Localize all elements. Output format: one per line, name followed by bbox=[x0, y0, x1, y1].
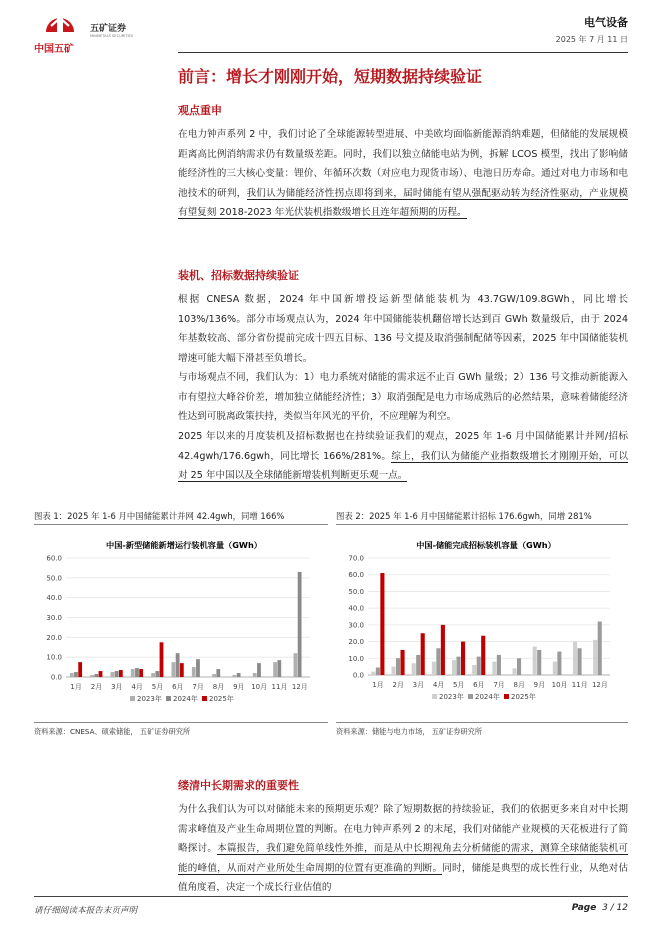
chart2-xtick-label: 8月 bbox=[513, 681, 525, 689]
chart1-bar bbox=[70, 673, 74, 677]
chart2-bar bbox=[481, 636, 485, 675]
chart1-xtick-label: 2月 bbox=[90, 683, 103, 691]
chart1-ytick-label: 0.0 bbox=[50, 673, 62, 682]
chart-2 bbox=[336, 530, 628, 710]
chart1-bar bbox=[135, 668, 139, 677]
chart2-bar bbox=[421, 633, 425, 675]
chart1-bar bbox=[99, 671, 103, 677]
chart1-xtick-label: 7月 bbox=[192, 683, 204, 691]
chart2-bar bbox=[380, 573, 384, 675]
chart2-legend-swatch bbox=[468, 694, 473, 699]
page-number bbox=[572, 903, 628, 913]
chart2-bar bbox=[371, 672, 375, 675]
chart1-ytick-label: 10.0 bbox=[46, 653, 62, 662]
header-divider bbox=[178, 52, 628, 53]
chart2-bar bbox=[457, 657, 461, 675]
chart2-xtick-label: 9月 bbox=[533, 681, 546, 689]
chart1-title: 中国-新型储能新增运行装机容量（GWh） bbox=[106, 540, 262, 550]
chart1-bar bbox=[139, 669, 143, 677]
chart1-bar bbox=[277, 660, 281, 677]
chart2-ytick-label: 20.0 bbox=[348, 638, 364, 647]
chart2-xtick-label: 3月 bbox=[412, 681, 425, 689]
chart2-title: 中国-储能完成招标装机容量（GWh） bbox=[416, 540, 556, 550]
chart1-bar bbox=[298, 572, 302, 677]
section3-paragraph bbox=[178, 800, 629, 893]
footer-divider bbox=[34, 896, 628, 897]
chart1-bar bbox=[237, 673, 241, 677]
logo-cn-text: 中国五矿 bbox=[34, 44, 74, 55]
chart1-bar bbox=[192, 667, 196, 677]
chart2-xtick-label: 4月 bbox=[432, 681, 445, 689]
chart2-ytick-label: 70.0 bbox=[348, 554, 364, 563]
chart2-bar bbox=[578, 648, 582, 675]
chart2-xtick-label: 6月 bbox=[473, 681, 485, 689]
chart1-ytick-label: 40.0 bbox=[46, 594, 62, 603]
report-date: 2025 年 7 月 11 日 bbox=[555, 35, 628, 44]
chart1-xtick-label: 3月 bbox=[111, 683, 123, 691]
chart2-legend-label: 2025年 bbox=[511, 693, 536, 701]
chart1-bar bbox=[119, 670, 123, 677]
chart1-legend-swatch bbox=[202, 696, 207, 701]
section3-underlined-text: 本篇报告，我们避免简单线性外推，而是从中长期视角去分析储能的需求，测算全球储能装机可能的峰值，从而对产业所处生命周期的位置有更准确的判断。 bbox=[178, 843, 629, 874]
section2-paragraph-2 bbox=[178, 368, 628, 427]
footer-disclaimer: 请仔细阅读本报告末页声明 bbox=[34, 906, 138, 916]
chart1-bar bbox=[78, 662, 82, 677]
chart1-xtick-label: 11月 bbox=[271, 683, 288, 691]
chart2-bar bbox=[492, 662, 496, 675]
chart2-bar bbox=[412, 663, 416, 675]
chart2-bar bbox=[553, 662, 557, 675]
chart2-bar bbox=[477, 657, 481, 675]
chart2-xtick-label: 1月 bbox=[372, 681, 384, 689]
section2-p3-text: 2025 年以来的月度装机及招标数据也在持续验证我们的观点，2025 年 1-6 月中国储能累计并网/招标 42.4gwh/176.6gwh，同比增长 166%/281%。 bbox=[178, 431, 628, 462]
chart2-bar bbox=[376, 667, 380, 675]
chart1-ytick-label: 20.0 bbox=[46, 633, 62, 642]
logo-brand-text: 五矿证券 bbox=[90, 24, 127, 34]
chart2-bar bbox=[392, 667, 396, 675]
page-title: 前言：增长才刚刚开始，短期数据持续验证 bbox=[178, 67, 483, 86]
chart2-legend-label: 2024年 bbox=[475, 693, 500, 701]
section2-paragraph-3 bbox=[178, 427, 628, 486]
section-heading-data: 装机、招标数据持续验证 bbox=[178, 269, 299, 282]
chart2-bar bbox=[598, 622, 602, 675]
section1-text: 在电力钟声系列 2 中，我们讨论了全球能源转型进展、中美欧均面临新能源消纳难题，但储能的发展规模距离高比例消纳需求仍有数量级差距。同时，我们以独立储能电站为例，拆解 LCOS 模型，找出了影响储能经济性的三大核心变量：锂价、年循环次数（对应电力现货市场）、电池日历寿命。通过对电力市场和电池技术的研判， bbox=[178, 129, 628, 199]
chart1-xtick-label: 10月 bbox=[251, 683, 268, 691]
chart2-bar bbox=[416, 655, 420, 675]
chart2-bar bbox=[573, 642, 577, 675]
chart2-bar bbox=[436, 648, 440, 675]
chart1-bar bbox=[212, 674, 216, 677]
chart1-bar bbox=[160, 642, 164, 677]
chart1-xtick-label: 1月 bbox=[70, 683, 82, 691]
chart1-bar bbox=[131, 669, 135, 677]
figure1-caption-line bbox=[34, 524, 328, 525]
figure1-source-line bbox=[34, 722, 328, 723]
chart1-xtick-label: 5月 bbox=[151, 683, 164, 691]
company-logo bbox=[34, 6, 154, 56]
chart1-bar bbox=[233, 675, 237, 677]
chart-1 bbox=[34, 530, 328, 710]
figure2-source: 资料来源：储能与电力市场， 五矿证券研究所 bbox=[336, 727, 483, 736]
chart1-bar bbox=[196, 659, 200, 677]
chart1-bar bbox=[273, 662, 277, 677]
chart1-xtick-label: 6月 bbox=[172, 683, 184, 691]
section3-text-end: 同时，储能是典型的成长性行业，从绝对估值角度看，决定一个成长行业估值的 bbox=[178, 862, 629, 893]
figure2-source-line bbox=[336, 722, 628, 723]
chart1-bar bbox=[180, 663, 184, 677]
chart2-legend-swatch bbox=[432, 694, 437, 699]
chart2-bar bbox=[441, 625, 445, 675]
chart2-bar bbox=[472, 665, 476, 675]
chart2-xtick-label: 12月 bbox=[591, 681, 608, 689]
chart2-xtick-label: 5月 bbox=[453, 681, 465, 689]
chart1-legend-label: 2023年 bbox=[137, 695, 162, 703]
chart2-ytick-label: 40.0 bbox=[348, 604, 364, 613]
chart1-bar bbox=[111, 672, 115, 677]
chart1-legend-swatch bbox=[166, 696, 171, 701]
chart2-bar bbox=[593, 640, 597, 675]
chart2-xtick-label: 7月 bbox=[493, 681, 505, 689]
section2-p1: 根据 CNESA 数据，2024 年中国新增投运新型储能装机为 43.7GW/109.8GWh，同比增长 103%/136%。部分市场观点认为，2024 年中国储能装机翻倍增长达到百 GWh 数量级后，由于 2024 年基数较高、部分省份提前完成十四五目标、136 号文提及取消强制配储等因素，2025 年中国储能装机增速可能大幅下滑甚至负增长。 bbox=[178, 294, 628, 364]
chart2-bar bbox=[557, 652, 561, 675]
chart1-bar bbox=[94, 674, 98, 677]
chart2-bar bbox=[537, 650, 541, 675]
chart2-xtick-label: 2月 bbox=[392, 681, 404, 689]
chart1-bar bbox=[115, 671, 119, 677]
chart1-bar bbox=[151, 673, 155, 677]
section2-p2: 与市场观点不同，我们认为：1）电力系统对储能的需求远不止百 GWh 量级；2）136 号文推动新能源入市有望拉大峰谷价差，增加独立储能经济性；3）取消强配是电力市场成熟后的必然结果，意味着储能经济性达到可脱离政策扶持，类似当年风光的平价，不应理解为利空。 bbox=[178, 372, 628, 422]
chart1-xtick-label: 4月 bbox=[131, 683, 143, 691]
chart1-ytick-label: 30.0 bbox=[46, 614, 62, 622]
chart1-bar bbox=[257, 663, 261, 677]
figure2-caption-line bbox=[336, 524, 628, 525]
figure1-caption: 图表 1：2025 年 1-6 月中国储能累计并网 42.4gwh，同增 166% bbox=[34, 511, 285, 521]
chart2-xtick-label: 10月 bbox=[551, 681, 568, 689]
chart1-legend-swatch bbox=[130, 696, 135, 701]
chart2-ytick-label: 50.0 bbox=[348, 587, 364, 596]
chart2-bar bbox=[396, 658, 400, 675]
chart1-xtick-label: 8月 bbox=[212, 683, 225, 691]
chart1-ytick-label: 60.0 bbox=[46, 554, 62, 563]
chart1-bar bbox=[155, 671, 159, 677]
chart1-bar bbox=[90, 675, 94, 677]
chart2-bar bbox=[401, 650, 405, 675]
page-label: Page bbox=[571, 903, 597, 913]
logo-brand-en: MINMETALS SECURITIES bbox=[90, 34, 134, 38]
chart1-bar bbox=[176, 653, 180, 677]
chart2-bar bbox=[432, 662, 436, 675]
chart2-bar bbox=[533, 647, 537, 675]
section1-underlined-text: 我们认为储能经济性拐点即将到来，届时储能有望从强配驱动转为经济性驱动，产业规模有望复刻 2018-2023 年光伏装机指数级增长且连年超预期的历程。 bbox=[178, 187, 629, 218]
chart1-legend-label: 2024年 bbox=[173, 695, 198, 703]
section2-p3-underlined: 综上，我们认为储能产业指数级增长才刚刚开始，可以对 25 年中国以及全球储能新增装机判断更乐观一点。 bbox=[178, 450, 628, 481]
figure1-source: 资料来源：CNESA、硕索储能， 五矿证券研究所 bbox=[34, 727, 191, 736]
chart2-legend-swatch bbox=[504, 694, 509, 699]
section2-paragraph-1 bbox=[178, 290, 628, 368]
chart1-ytick-label: 50.0 bbox=[46, 574, 62, 583]
chart1-xtick-label: 12月 bbox=[291, 683, 308, 691]
sector-label: 电气设备 bbox=[584, 16, 628, 29]
chart2-ytick-label: 30.0 bbox=[348, 621, 364, 630]
figure2-caption: 图表 2：2025 年 1-6 月中国储能累计招标 176.6gwh，同增 281% bbox=[336, 511, 592, 521]
chart2-bar bbox=[461, 642, 465, 675]
chart2-ytick-label: 60.0 bbox=[348, 571, 364, 580]
section-heading-longterm: 缕清中长期需求的重要性 bbox=[178, 779, 299, 792]
section1-paragraph bbox=[178, 125, 628, 223]
logo-emblem-icon bbox=[42, 6, 78, 38]
chart2-bar bbox=[513, 668, 517, 675]
chart1-bar bbox=[74, 672, 78, 677]
chart1-bar bbox=[216, 669, 220, 677]
section3-text: 为什么我们认为可以对储能未来的预期更乐观？除了短期数据的持续验证，我们的依据更多来自对中长期需求峰值及产业生命周期位置的判断。在电力钟声系列 2 的末尾，我们对储能产业规模的天花板进行了简略探讨。 bbox=[178, 804, 628, 854]
section-heading-viewpoint: 观点重申 bbox=[178, 104, 222, 117]
chart2-ytick-label: 10.0 bbox=[348, 654, 364, 663]
chart1-xtick-label: 9月 bbox=[233, 683, 245, 691]
chart1-bar bbox=[294, 653, 298, 677]
chart2-legend-label: 2023年 bbox=[439, 693, 464, 701]
chart2-bar bbox=[452, 660, 456, 675]
chart1-bar bbox=[253, 673, 257, 677]
chart2-bar bbox=[517, 658, 521, 675]
chart2-bar bbox=[497, 655, 501, 675]
chart2-xtick-label: 11月 bbox=[571, 681, 588, 689]
chart1-bar bbox=[172, 662, 176, 677]
page-num: 3 / 12 bbox=[602, 903, 628, 913]
chart2-ytick-label: 0.0 bbox=[352, 671, 364, 680]
chart1-legend-label: 2025年 bbox=[209, 695, 234, 703]
